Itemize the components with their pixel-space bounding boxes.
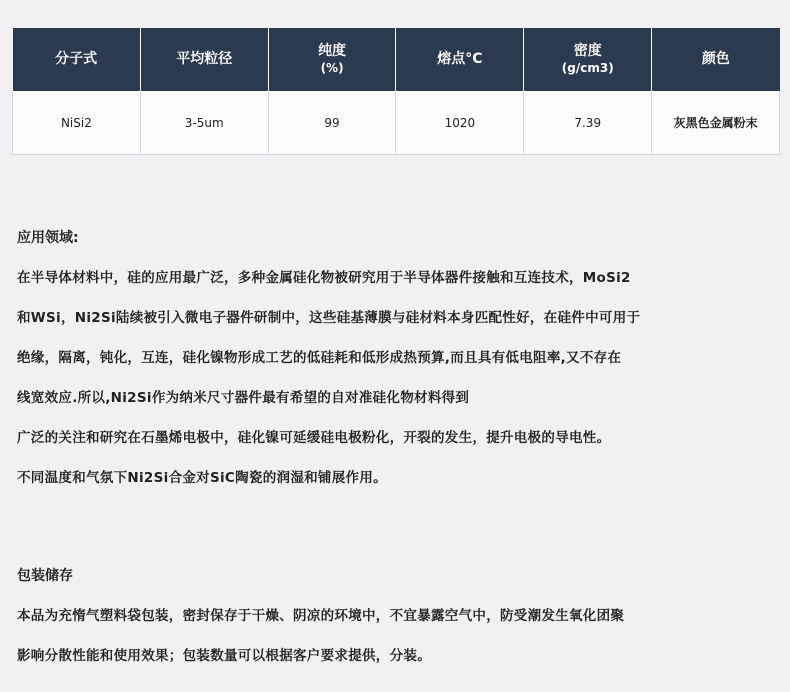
application-line: 不同温度和气氛下Ni2Si合金对SiC陶瓷的润湿和铺展作用。 xyxy=(17,470,387,486)
application-line: 绝缘，隔离，钝化，互连，硅化镍物形成工艺的低硅耗和低形成热预算,而且具有低电阻率,又不存在 xyxy=(17,350,622,366)
storage-text xyxy=(17,606,624,666)
header-label: 分子式 xyxy=(55,51,98,67)
header-label: 颜色 xyxy=(701,51,730,67)
header-color xyxy=(652,28,780,91)
cell-purity: 99 xyxy=(268,91,396,155)
cell-melting-point: 1020 xyxy=(396,91,524,155)
header-label: 密度 xyxy=(573,42,602,59)
application-text xyxy=(17,268,640,488)
header-unit: (%) xyxy=(320,60,344,75)
header-density xyxy=(524,28,652,91)
header-label: 纯度 xyxy=(318,42,347,59)
application-line: 线宽效应.所以,Ni2Si作为纳米尺寸器件最有希望的自对准硅化物材料得到 xyxy=(17,390,470,406)
header-label: 平均粒径 xyxy=(176,51,233,67)
header-unit: (g/cm3) xyxy=(561,60,614,75)
header-formula xyxy=(13,28,141,91)
cell-color: 灰黑色金属粉末 xyxy=(652,91,780,155)
header-melting-point xyxy=(396,28,524,91)
table-row xyxy=(13,91,780,155)
spec-table xyxy=(12,28,780,155)
table-header-row xyxy=(13,28,780,91)
storage-line: 影响分散性能和使用效果；包装数量可以根据客户要求提供，分装。 xyxy=(17,648,431,664)
application-line: 和WSi，Ni2Si陆续被引入微电子器件研制中，这些硅基薄膜与硅材料本身匹配性好，在硅件中可用于 xyxy=(17,310,641,326)
storage-section xyxy=(17,566,624,666)
application-title: 应用领域: xyxy=(17,230,79,246)
storage-line: 本品为充惰气塑料袋包装，密封保存于干燥、阴凉的环境中，不宜暴露空气中，防受潮发生氧化团聚 xyxy=(17,608,625,624)
application-line: 广泛的关注和研究在石墨烯电极中，硅化镍可延缓硅电极粉化，开裂的发生，提升电极的导电性。 xyxy=(17,430,611,446)
storage-title: 包装储存 xyxy=(17,568,73,584)
header-label: 熔点°C xyxy=(437,51,483,67)
application-section xyxy=(17,228,640,488)
application-line: 在半导体材料中，硅的应用最广泛，多种金属硅化物被研究用于半导体器件接触和互连技术，MoSi2 xyxy=(17,270,631,286)
header-purity xyxy=(268,28,396,91)
header-particle-size xyxy=(140,28,268,91)
cell-formula: NiSi2 xyxy=(13,91,141,155)
cell-particle-size: 3-5um xyxy=(140,91,268,155)
cell-density: 7.39 xyxy=(524,91,652,155)
